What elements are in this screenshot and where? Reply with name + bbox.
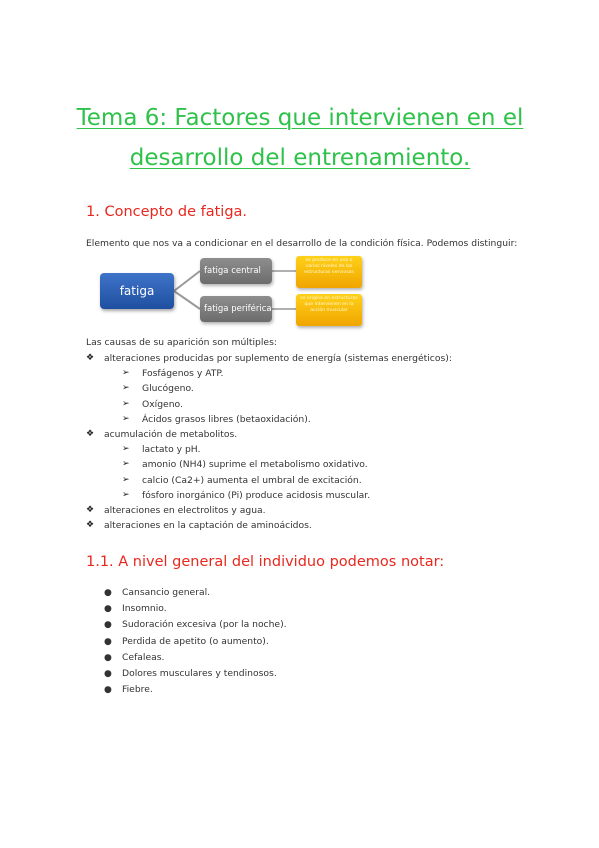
list-item bbox=[122, 488, 452, 503]
symptoms-list bbox=[104, 585, 287, 698]
list-item bbox=[122, 381, 452, 396]
arrow-bullet-icon: ➢ bbox=[122, 474, 130, 485]
list-item bbox=[104, 585, 287, 601]
list-item bbox=[86, 427, 452, 503]
symptom-text: Fiebre. bbox=[122, 684, 153, 696]
diamond-bullet-icon: ❖ bbox=[86, 505, 95, 516]
diamond-bullet-icon: ❖ bbox=[86, 353, 95, 363]
sub-item-text: calcio (Ca2+) aumenta el umbral de excitación. bbox=[142, 474, 362, 486]
diagram-note-central: se produce en uno o varios niveles de las estructuras nerviosas bbox=[296, 256, 362, 288]
diamond-bullet-icon: ❖ bbox=[86, 520, 95, 531]
bullet-icon: ● bbox=[104, 604, 112, 615]
bullet-icon: ● bbox=[104, 669, 112, 680]
causes-list bbox=[86, 351, 452, 533]
list-item bbox=[122, 366, 452, 381]
title-line-2: desarrollo del entrenamiento. bbox=[129, 145, 471, 171]
diagram-node-central: fatiga central bbox=[200, 258, 272, 284]
sublist bbox=[104, 442, 452, 503]
title-line-1: Tema 6: Factores que intervienen en el bbox=[76, 105, 524, 131]
cause-label: acumulación de metabolitos. bbox=[104, 429, 238, 441]
symptom-text: Sudoración excesiva (por la noche). bbox=[122, 619, 287, 631]
list-item bbox=[86, 518, 452, 533]
cause-label: alteraciones en la captación de aminoácidos. bbox=[104, 520, 312, 532]
cause-label: alteraciones en electrolitos y agua. bbox=[104, 505, 266, 517]
section-heading-concepto: 1. Concepto de fatiga. bbox=[86, 204, 248, 220]
arrow-bullet-icon: ➢ bbox=[122, 368, 130, 379]
diagram-note-periferica: se origina en estructuras que intervienen en la acción muscular bbox=[296, 294, 362, 326]
causes-intro: Las causas de su aparición son múltiples: bbox=[86, 337, 277, 348]
section-heading-nivel-general: 1.1. A nivel general del individuo podemos notar: bbox=[86, 554, 445, 570]
list-item bbox=[122, 457, 452, 472]
bullet-icon: ● bbox=[104, 652, 112, 663]
list-item bbox=[122, 442, 452, 457]
list-item bbox=[104, 650, 287, 666]
bullet-icon: ● bbox=[104, 588, 112, 598]
symptom-text: Perdida de apetito (o aumento). bbox=[122, 635, 269, 647]
sub-item-text: lactato y pH. bbox=[142, 444, 201, 456]
arrow-bullet-icon: ➢ bbox=[122, 383, 130, 394]
sub-item-text: amonio (NH4) suprime el metabolismo oxidativo. bbox=[142, 459, 368, 471]
list-item bbox=[104, 634, 287, 650]
arrow-bullet-icon: ➢ bbox=[122, 413, 130, 424]
arrow-bullet-icon: ➢ bbox=[122, 489, 130, 500]
list-item bbox=[86, 351, 452, 427]
list-item bbox=[86, 503, 452, 518]
document-title bbox=[60, 98, 540, 178]
sub-item-text: Ácidos grasos libres (betaoxidación). bbox=[142, 413, 311, 425]
intro-paragraph: Elemento que nos va a condicionar en el desarrollo de la condición física. Podemos distinguir: bbox=[86, 238, 518, 249]
list-item bbox=[122, 397, 452, 412]
sub-item-text: fósforo inorgánico (Pi) produce acidosis muscular. bbox=[142, 489, 371, 501]
diagram-root-fatiga: fatiga bbox=[100, 273, 174, 309]
list-item bbox=[122, 473, 452, 488]
sub-item-text: Oxígeno. bbox=[142, 398, 183, 410]
list-item bbox=[104, 666, 287, 682]
list-item bbox=[104, 682, 287, 698]
list-item bbox=[104, 617, 287, 633]
bullet-icon: ● bbox=[104, 685, 112, 696]
arrow-bullet-icon: ➢ bbox=[122, 444, 130, 455]
sub-item-text: Fosfágenos y ATP. bbox=[142, 368, 224, 380]
sublist bbox=[104, 366, 452, 427]
symptom-text: Dolores musculares y tendinosos. bbox=[122, 668, 277, 680]
arrow-bullet-icon: ➢ bbox=[122, 459, 130, 470]
fatiga-diagram bbox=[100, 256, 370, 330]
diamond-bullet-icon: ❖ bbox=[86, 429, 95, 440]
list-item bbox=[104, 601, 287, 617]
symptom-text: Cefaleas. bbox=[122, 651, 165, 663]
sub-item-text: Glucógeno. bbox=[142, 383, 194, 395]
symptom-text: Cansancio general. bbox=[122, 587, 211, 598]
arrow-bullet-icon: ➢ bbox=[122, 398, 130, 409]
diagram-node-periferica: fatiga periférica bbox=[200, 296, 272, 322]
bullet-icon: ● bbox=[104, 636, 112, 647]
cause-label: alteraciones producidas por suplemento de energía (sistemas energéticos): bbox=[104, 353, 452, 364]
list-item bbox=[122, 412, 452, 427]
bullet-icon: ● bbox=[104, 620, 112, 631]
symptom-text: Insomnio. bbox=[122, 603, 167, 615]
